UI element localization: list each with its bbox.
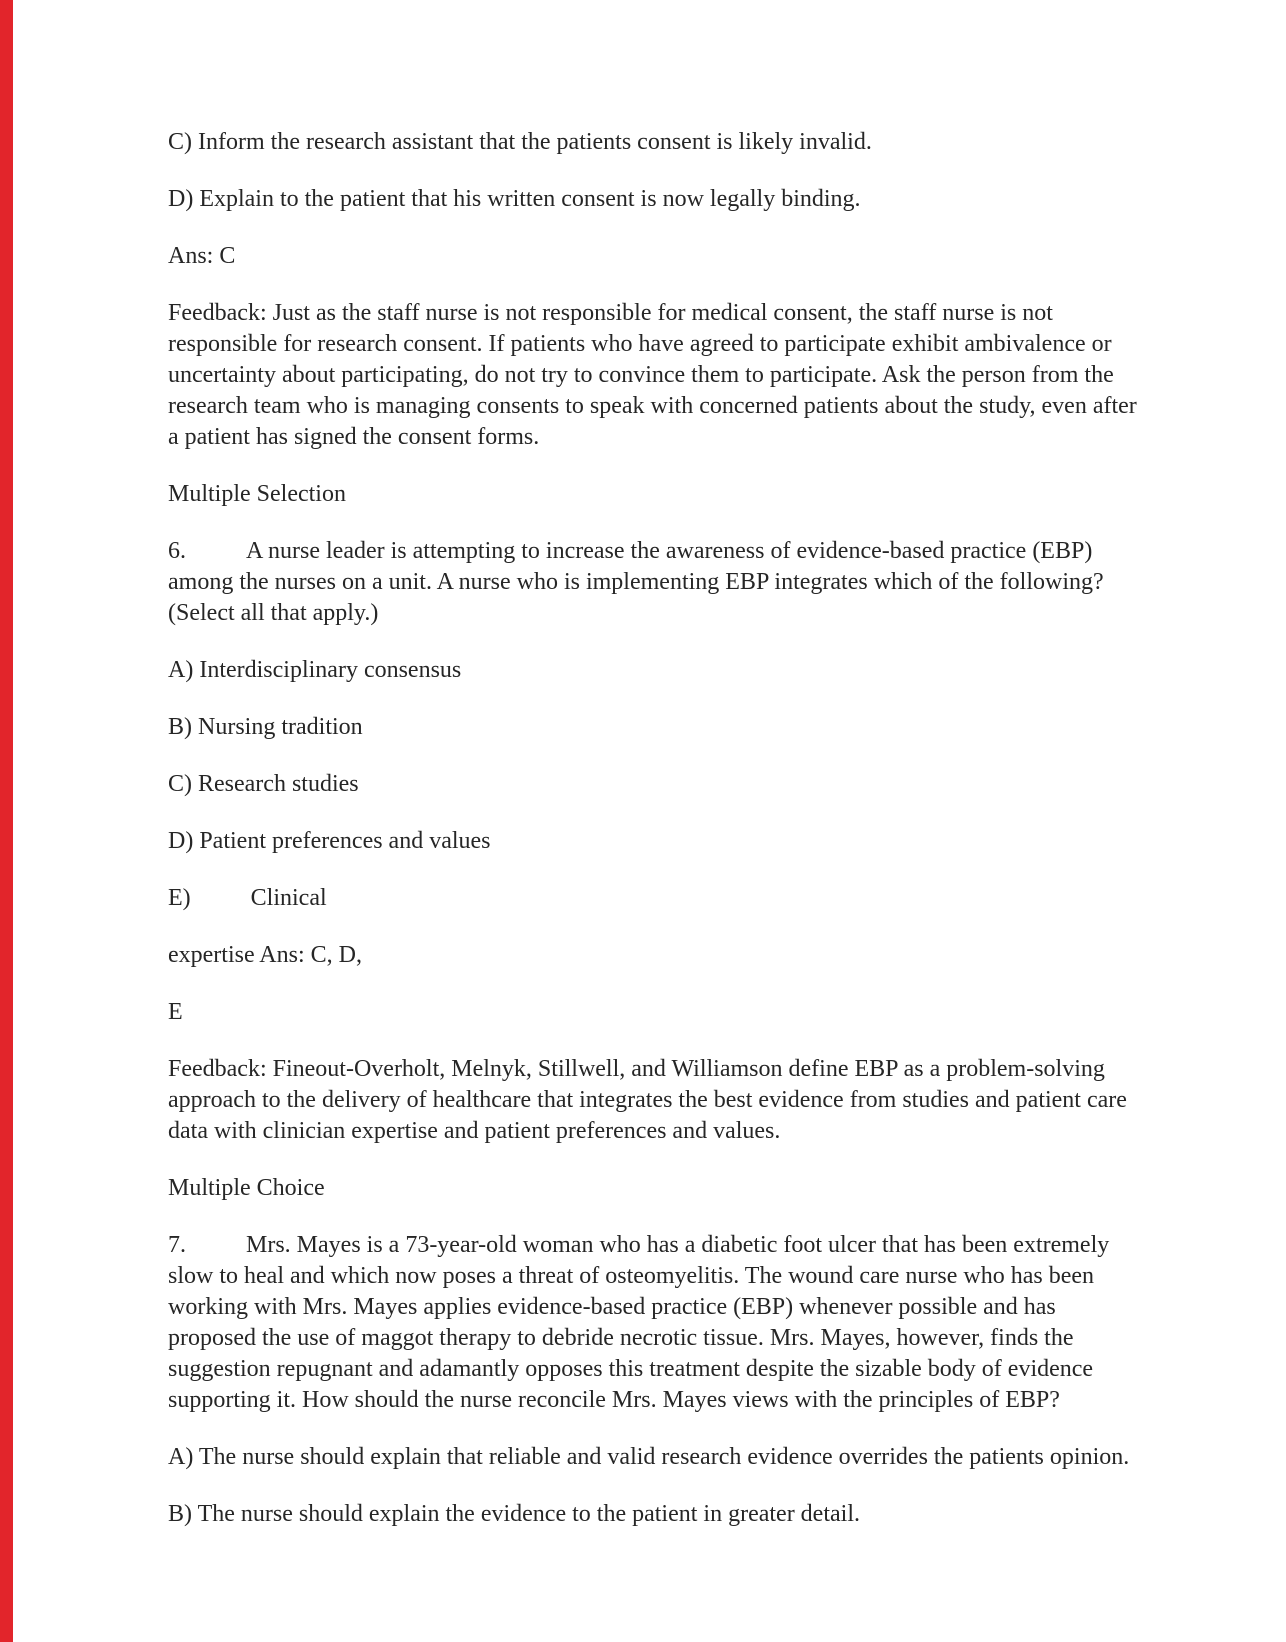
document-content [168,127,1263,1530]
heading-multiple-selection [168,479,1263,510]
text-line: suggestion repugnant and adamantly opposes this treatment despite the sizable body of evidence [168,1356,1094,1382]
q7-option-a [168,1442,1263,1473]
text-line: approach to the delivery of healthcare that integrates the best evidence from studies and patient care [168,1087,1127,1113]
section-heading: Multiple Selection [168,481,346,507]
text-line: E) Clinical [168,885,327,911]
text-line: B) The nurse should explain the evidence to the patient in greater detail. [168,1501,860,1527]
text-line: supporting it. How should the nurse reconcile Mrs. Mayes views with the principles of EBP? [168,1387,1060,1413]
text-line: E [168,999,183,1025]
q7-option-b [168,1499,1263,1530]
option-d-consent [168,184,1263,215]
feedback-q6-paragraph [168,1054,1263,1147]
feedback-consent-paragraph [168,298,1263,453]
text-line: research team who is managing consents to speak with concerned patients about the study, even after [168,393,1137,419]
text-line: working with Mrs. Mayes applies evidence-based practice (EBP) whenever possible and has [168,1294,1056,1320]
text-line: D) Explain to the patient that his written consent is now legally binding. [168,186,861,212]
text-line: Ans: C [168,243,236,269]
text-line: a patient has signed the consent forms. [168,424,540,450]
q6-option-e [168,883,1263,914]
text-line: B) Nursing tradition [168,714,363,740]
text-line: data with clinician expertise and patient preferences and values. [168,1118,781,1144]
left-edge-highlight-bar [0,0,13,1642]
text-line: uncertainty about participating, do not try to convince them to participate. Ask the person from the [168,362,1114,388]
text-line: 7. Mrs. Mayes is a 73-year-old woman who has a diabetic foot ulcer that has been extremely [168,1232,1110,1258]
text-line: responsible for research consent. If patients who have agreed to participate exhibit ambivalence or [168,331,1112,357]
text-line: 6. A nurse leader is attempting to increase the awareness of evidence-based practice (EBP) [168,538,1093,564]
heading-multiple-choice [168,1173,1263,1204]
text-line: C) Inform the research assistant that the patients consent is likely invalid. [168,129,872,155]
text-line: Feedback: Just as the staff nurse is not responsible for medical consent, the staff nurse is not [168,300,1053,326]
text-line: C) Research studies [168,771,359,797]
question-7 [168,1230,1263,1416]
text-line: slow to heal and which now poses a threat of osteomyelitis. The wound care nurse who has been [168,1263,1094,1289]
text-line: D) Patient preferences and values [168,828,491,854]
answer-consent [168,241,1263,272]
q6-option-c [168,769,1263,800]
text-line: A) Interdisciplinary consensus [168,657,462,683]
q6-answer-e [168,997,1263,1028]
question-6 [168,536,1263,629]
text-line: proposed the use of maggot therapy to debride necrotic tissue. Mrs. Mayes, however, finds the [168,1325,1074,1351]
option-c-consent [168,127,1263,158]
text-line: A) The nurse should explain that reliable and valid research evidence overrides the patients opinion. [168,1444,1130,1470]
q6-option-b [168,712,1263,743]
text-line: among the nurses on a unit. A nurse who is implementing EBP integrates which of the following? [168,569,1104,595]
q6-option-d [168,826,1263,857]
q6-option-a [168,655,1263,686]
text-line: (Select all that apply.) [168,600,379,626]
text-line: expertise Ans: C, D, [168,942,362,968]
section-heading: Multiple Choice [168,1175,325,1201]
q6-expertise-answer [168,940,1263,971]
text-line: Feedback: Fineout-Overholt, Melnyk, Stillwell, and Williamson define EBP as a problem-solving [168,1056,1105,1082]
